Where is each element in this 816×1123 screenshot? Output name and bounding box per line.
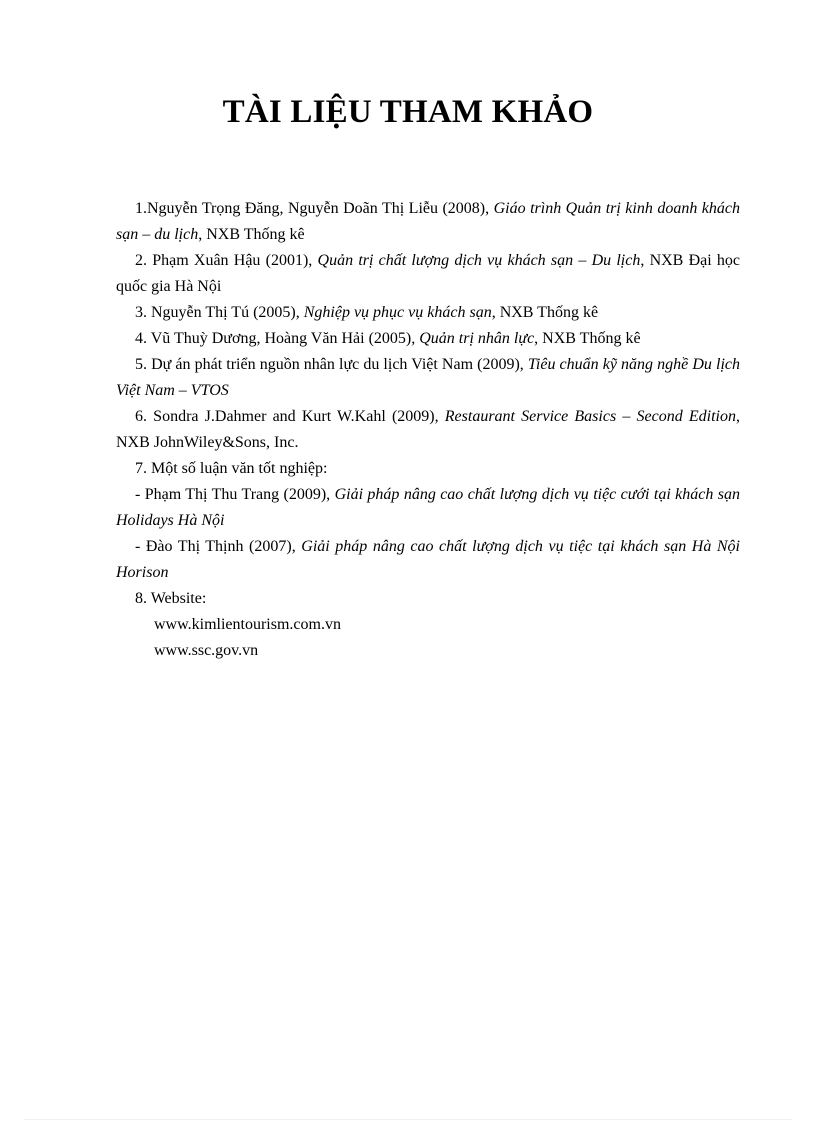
reference-item (116, 456, 740, 482)
reference-item (116, 248, 740, 300)
reference-title: Restaurant Service Basics – Second Edition (444, 408, 736, 425)
reference-publisher: , NXB Đại học quốc gia Hà Nội (116, 252, 741, 295)
reference-title: Giải pháp nâng cao chất lượng dịch vụ tiệc cưới tại khách sạn Holidays Hà Nội (116, 486, 740, 529)
reference-authors: - Đào Thị Thịnh (2007), (135, 538, 302, 555)
reference-authors: - Phạm Thị Thu Trang (2009), (135, 486, 335, 503)
website-link: www.ssc.gov.vn (154, 642, 259, 659)
reference-item (116, 196, 740, 248)
reference-authors: 3. Nguyễn Thị Tú (2005), (135, 304, 304, 321)
reference-authors: 2. Phạm Xuân Hậu (2001), (135, 252, 318, 269)
reference-item (116, 300, 740, 326)
reference-title: Giải pháp nâng cao chất lượng dịch vụ tiệc tại khách sạn Hà Nội Horison (116, 538, 740, 581)
reference-authors: 5. Dự án phát triển nguồn nhân lực du lịch Việt Nam (2009), (135, 356, 528, 373)
reference-list (116, 196, 740, 664)
reference-title: Quản trị nhân lực (419, 330, 535, 347)
reference-item (116, 586, 740, 612)
reference-item (116, 352, 740, 404)
reference-title: Tiêu chuẩn kỹ năng nghề Du lịch Việt Nam – VTOS (116, 356, 741, 399)
reference-authors: 4. Vũ Thuỳ Dương, Hoàng Văn Hải (2005), (135, 330, 420, 347)
reference-authors: 1.Nguyễn Trọng Đăng, Nguyễn Doãn Thị Liễu (2008), (135, 200, 494, 217)
reference-item (116, 404, 740, 456)
reference-publisher: , NXB JohnWiley&Sons, Inc. (116, 408, 740, 451)
reference-heading: 7. Một số luận văn tốt nghiệp: (135, 460, 328, 477)
reference-title: Quản trị chất lượng dịch vụ khách sạn – Du lịch (317, 252, 641, 269)
reference-publisher: , NXB Thống kê (198, 226, 305, 243)
website-link: www.kimlientourism.com.vn (154, 616, 341, 633)
reference-publisher: , NXB Thống kê (534, 330, 641, 347)
reference-title: Nghiệp vụ phục vụ khách sạn (303, 304, 492, 321)
reference-item (116, 482, 740, 534)
page-title: TÀI LIỆU THAM KHẢO (222, 94, 594, 130)
reference-item (116, 326, 740, 352)
reference-authors: 6. Sondra J.Dahmer and Kurt W.Kahl (2009), (135, 408, 445, 425)
reference-heading: 8. Website: (135, 590, 207, 607)
reference-item (116, 534, 740, 586)
reference-publisher: , NXB Thống kê (491, 304, 599, 321)
page-bottom-edge (24, 1119, 792, 1120)
reference-title: Giáo trình Quản trị kinh doanh khách sạn – du lịch (116, 200, 740, 243)
